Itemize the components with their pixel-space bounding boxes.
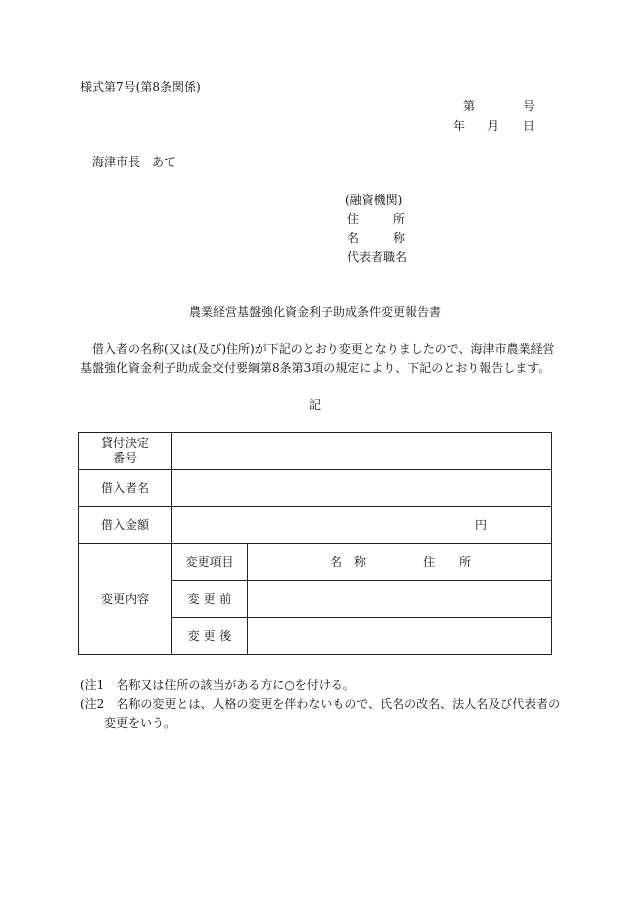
row-loan-amount <box>79 507 552 544</box>
institution-address-b: 所 <box>392 212 405 226</box>
field-borrower-name[interactable] <box>172 470 552 507</box>
institution-name <box>347 231 405 245</box>
label-loan-number-line1: 貸付決定 <box>100 436 149 450</box>
doc-no-suffix: 号 <box>523 99 536 113</box>
institution-representative: 代表者職名 <box>347 250 408 264</box>
label-loan-amount: 借入金額 <box>79 507 172 544</box>
institution-name-a: 名 <box>347 231 360 245</box>
date-year: 年 <box>453 119 466 133</box>
option-name-a: 名 <box>330 554 343 569</box>
field-change-item[interactable] <box>248 544 552 581</box>
label-before: 変 更 前 <box>172 581 248 618</box>
form-number: 様式第7号(第8条関係) <box>80 80 201 94</box>
addressee: 海津市長 あて <box>92 155 177 169</box>
label-change-details: 変更内容 <box>79 544 172 655</box>
ki-heading: 記 <box>308 398 321 412</box>
row-change-item <box>79 544 552 581</box>
label-after: 変 更 後 <box>172 618 248 655</box>
body-line-2: 基盤強化資金利子助成金交付要綱第8条第3項の規定により、下記のとおり報告します。 <box>80 361 551 375</box>
field-before[interactable] <box>248 581 552 618</box>
field-after[interactable] <box>248 618 552 655</box>
row-borrower-name <box>79 470 552 507</box>
label-loan-number <box>79 433 172 470</box>
label-change-item: 変更項目 <box>172 544 248 581</box>
report-table <box>78 432 552 655</box>
field-loan-number[interactable] <box>172 433 552 470</box>
field-loan-amount[interactable] <box>172 507 552 544</box>
institution-label: (融資機関) <box>345 193 403 207</box>
date-day: 日 <box>523 119 536 133</box>
document-title: 農業経営基盤強化資金利子助成条件変更報告書 <box>188 305 441 319</box>
option-name-b: 称 <box>354 554 367 569</box>
note-1: (注1 名称又は住所の該当がある方に○を付ける。 <box>80 678 355 692</box>
label-borrower-name: 借入者名 <box>79 470 172 507</box>
label-loan-number-line2: 番号 <box>112 451 137 465</box>
body-line-1: 借入者の名称(又は(及び)住所)が下記のとおり変更となりましたので、海津市農業経営 <box>92 342 555 356</box>
yen-unit: 円 <box>474 517 487 532</box>
doc-no-prefix: 第 <box>463 99 476 113</box>
note-2: (注2 名称の変更とは、人格の変更を伴わないもので、氏名の改名、法人名及び代表者の <box>80 697 561 711</box>
date-month: 月 <box>487 119 500 133</box>
note-2-continued: 変更をいう。 <box>80 716 177 730</box>
institution-address-a: 住 <box>347 212 360 226</box>
option-address-a: 住 <box>423 554 436 569</box>
institution-address <box>347 212 405 226</box>
row-loan-number <box>79 433 552 470</box>
institution-name-b: 称 <box>392 231 405 245</box>
option-address-b: 所 <box>459 554 472 569</box>
